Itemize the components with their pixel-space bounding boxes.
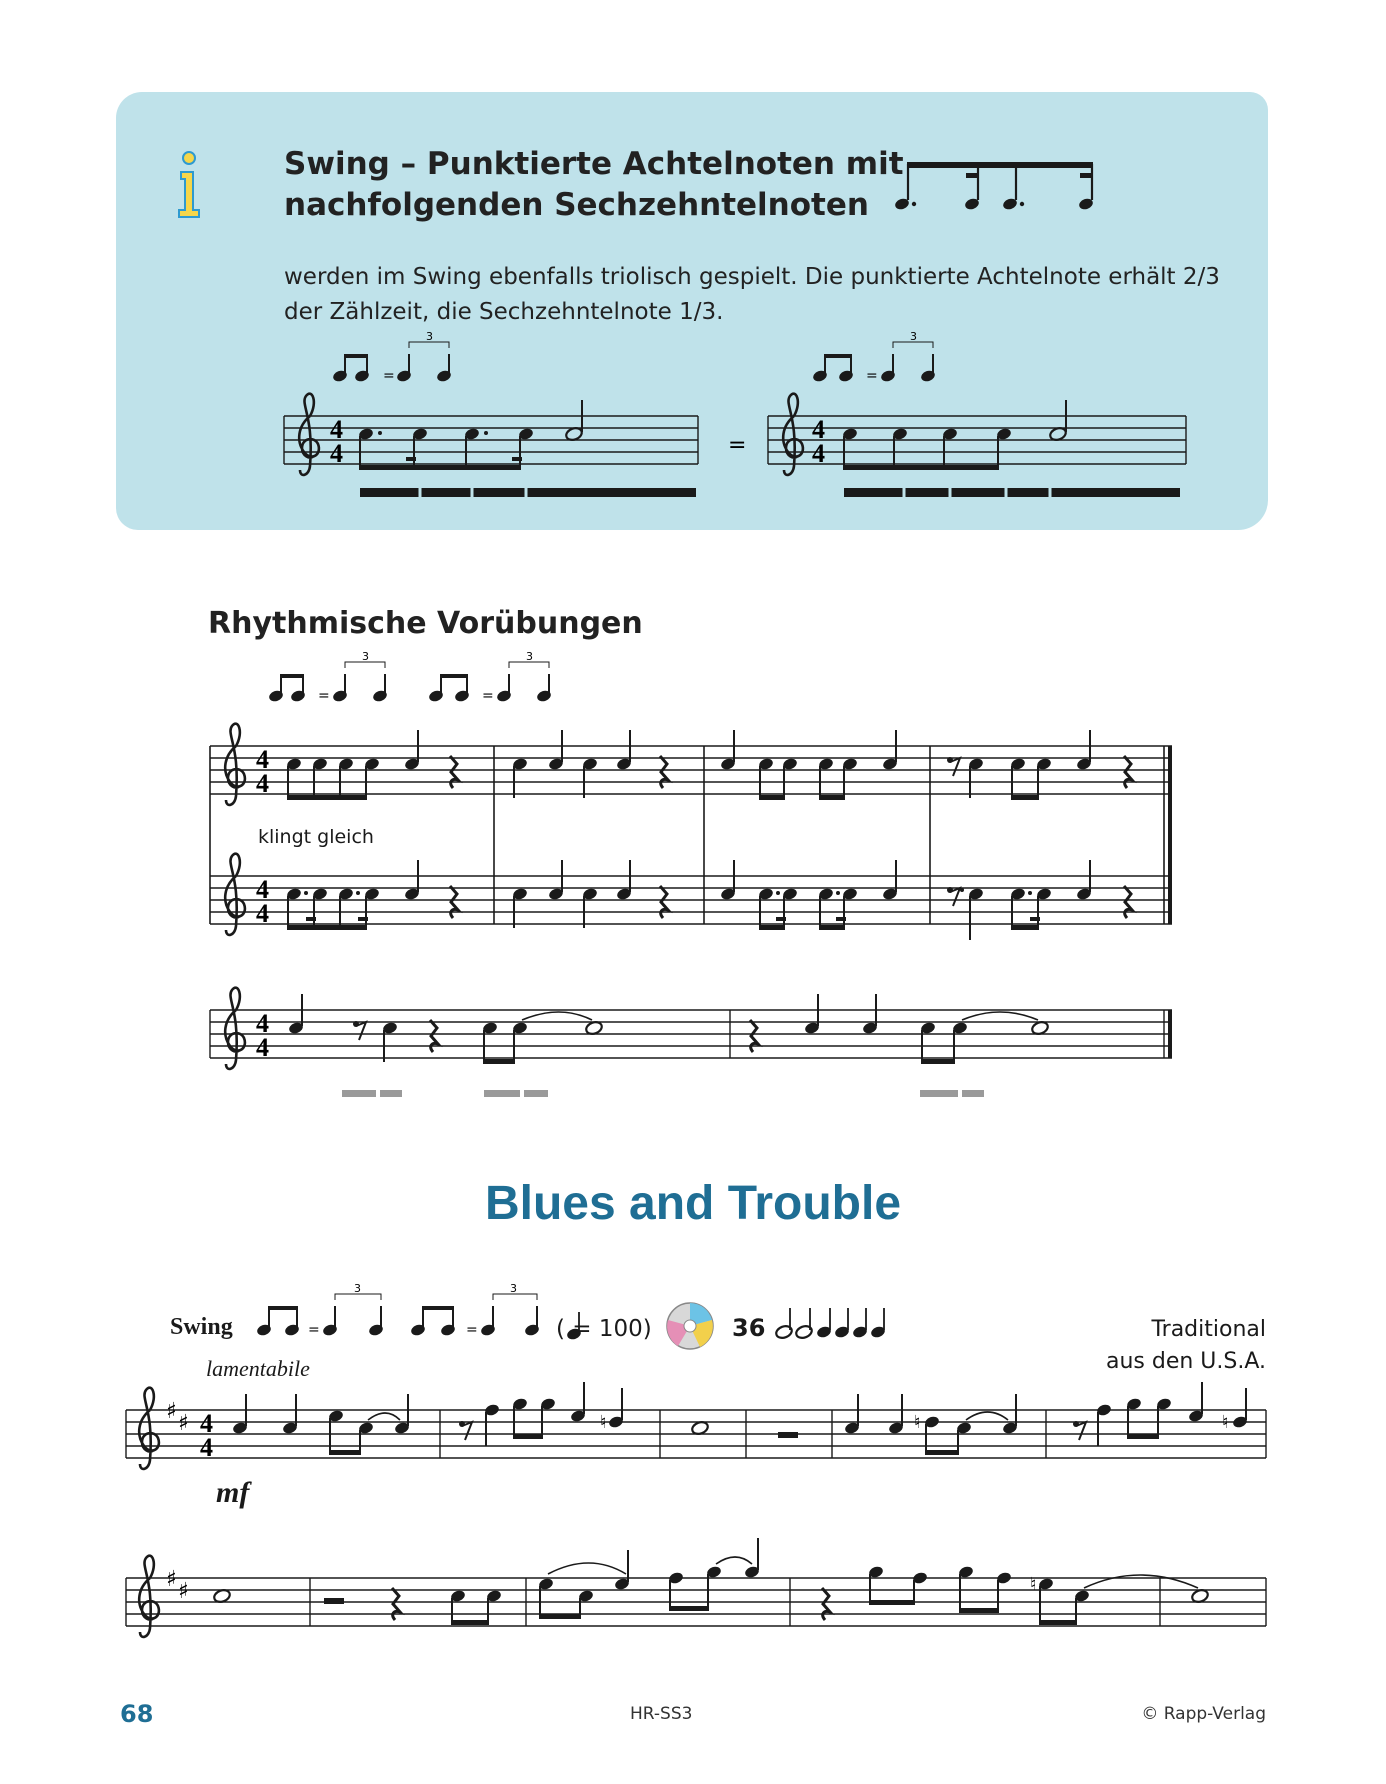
svg-text:4: 4	[256, 769, 269, 798]
exercise-staff-dotted	[210, 876, 1172, 924]
svg-text:4: 4	[812, 439, 825, 468]
svg-text:4: 4	[256, 1033, 269, 1062]
svg-text:♯: ♯	[166, 1399, 177, 1424]
svg-text:♮: ♮	[914, 1412, 921, 1433]
info-text-line1: werden im Swing ebenfalls triolisch gespielt. Die punktierte Achtelnote erhält 2/3	[284, 264, 1220, 290]
svg-text:4: 4	[330, 415, 343, 444]
svg-text:3: 3	[354, 1282, 361, 1295]
composer-line2: aus den U.S.A.	[1105, 1349, 1266, 1374]
swing-equivalence-2	[812, 330, 937, 384]
svg-text:4: 4	[200, 1409, 213, 1438]
svg-text:=: =	[308, 1322, 320, 1338]
svg-text:♯: ♯	[178, 1579, 189, 1604]
svg-text:♮: ♮	[1222, 1412, 1229, 1433]
svg-text:4: 4	[256, 1009, 269, 1038]
exercise-staff-straight	[210, 746, 1172, 794]
expression-mark: lamentabile	[206, 1356, 310, 1381]
sounds-same-note: klingt gleich	[258, 826, 374, 848]
svg-text:♮: ♮	[600, 1412, 607, 1433]
song-swing-equivalence	[256, 1282, 541, 1338]
composer-line1: Traditional	[1151, 1317, 1266, 1342]
info-text-line2: der Zählzeit, die Sechzehntelnote 1/3.	[284, 299, 724, 325]
svg-text:♯: ♯	[178, 1411, 189, 1436]
svg-text:3: 3	[526, 650, 533, 663]
svg-text:4: 4	[256, 875, 269, 904]
swing-equivalence-1	[332, 330, 453, 384]
style-label: Swing	[170, 1314, 233, 1340]
page-number: 68	[120, 1700, 154, 1728]
info-title-line1: Swing – Punktierte Achtelnoten mit	[284, 146, 904, 182]
composer	[1106, 1314, 1266, 1378]
svg-text:=: =	[482, 688, 494, 704]
svg-text:♮: ♮	[1030, 1574, 1037, 1595]
song-title: Blues and Trouble	[484, 1177, 902, 1230]
track-number: 36	[732, 1314, 766, 1342]
info-rhythm-example	[894, 162, 1095, 211]
cd-icon	[667, 1303, 713, 1349]
svg-text:3: 3	[362, 650, 369, 663]
svg-text:=: =	[383, 368, 395, 384]
svg-text:=: =	[866, 368, 878, 384]
copyright: © Rapp-Verlag	[1141, 1704, 1266, 1724]
section-title: Rhythmische Vorübungen	[208, 606, 643, 641]
info-staff-right	[768, 394, 1186, 499]
svg-text:=: =	[318, 688, 330, 704]
equals-sign: =	[728, 433, 747, 458]
svg-text:4: 4	[330, 439, 343, 468]
song-notes-1	[232, 1382, 1249, 1455]
exercise-equivalence	[268, 650, 553, 704]
svg-text:3: 3	[910, 330, 917, 343]
info-title-line2: nachfolgenden Sechzehntelnoten	[284, 187, 869, 223]
tempo-marking: ( = 100)	[556, 1316, 652, 1342]
svg-text:4: 4	[200, 1433, 213, 1462]
song-notes-2	[213, 1538, 1210, 1625]
svg-text:4: 4	[812, 415, 825, 444]
svg-text:♯: ♯	[166, 1567, 177, 1592]
svg-text:4: 4	[256, 899, 269, 928]
exercise-notes-straight	[286, 730, 1132, 800]
exercise-staff-third	[210, 1010, 1172, 1058]
publication-code: HR-SS3	[630, 1704, 693, 1724]
svg-text:=: =	[466, 1322, 478, 1338]
svg-text:3: 3	[510, 1282, 517, 1295]
svg-text:3: 3	[426, 330, 433, 343]
song-staff-2	[126, 1578, 1266, 1626]
svg-text:4: 4	[256, 745, 269, 774]
dynamic-mark: mf	[216, 1476, 250, 1509]
info-staff-left	[284, 394, 698, 499]
